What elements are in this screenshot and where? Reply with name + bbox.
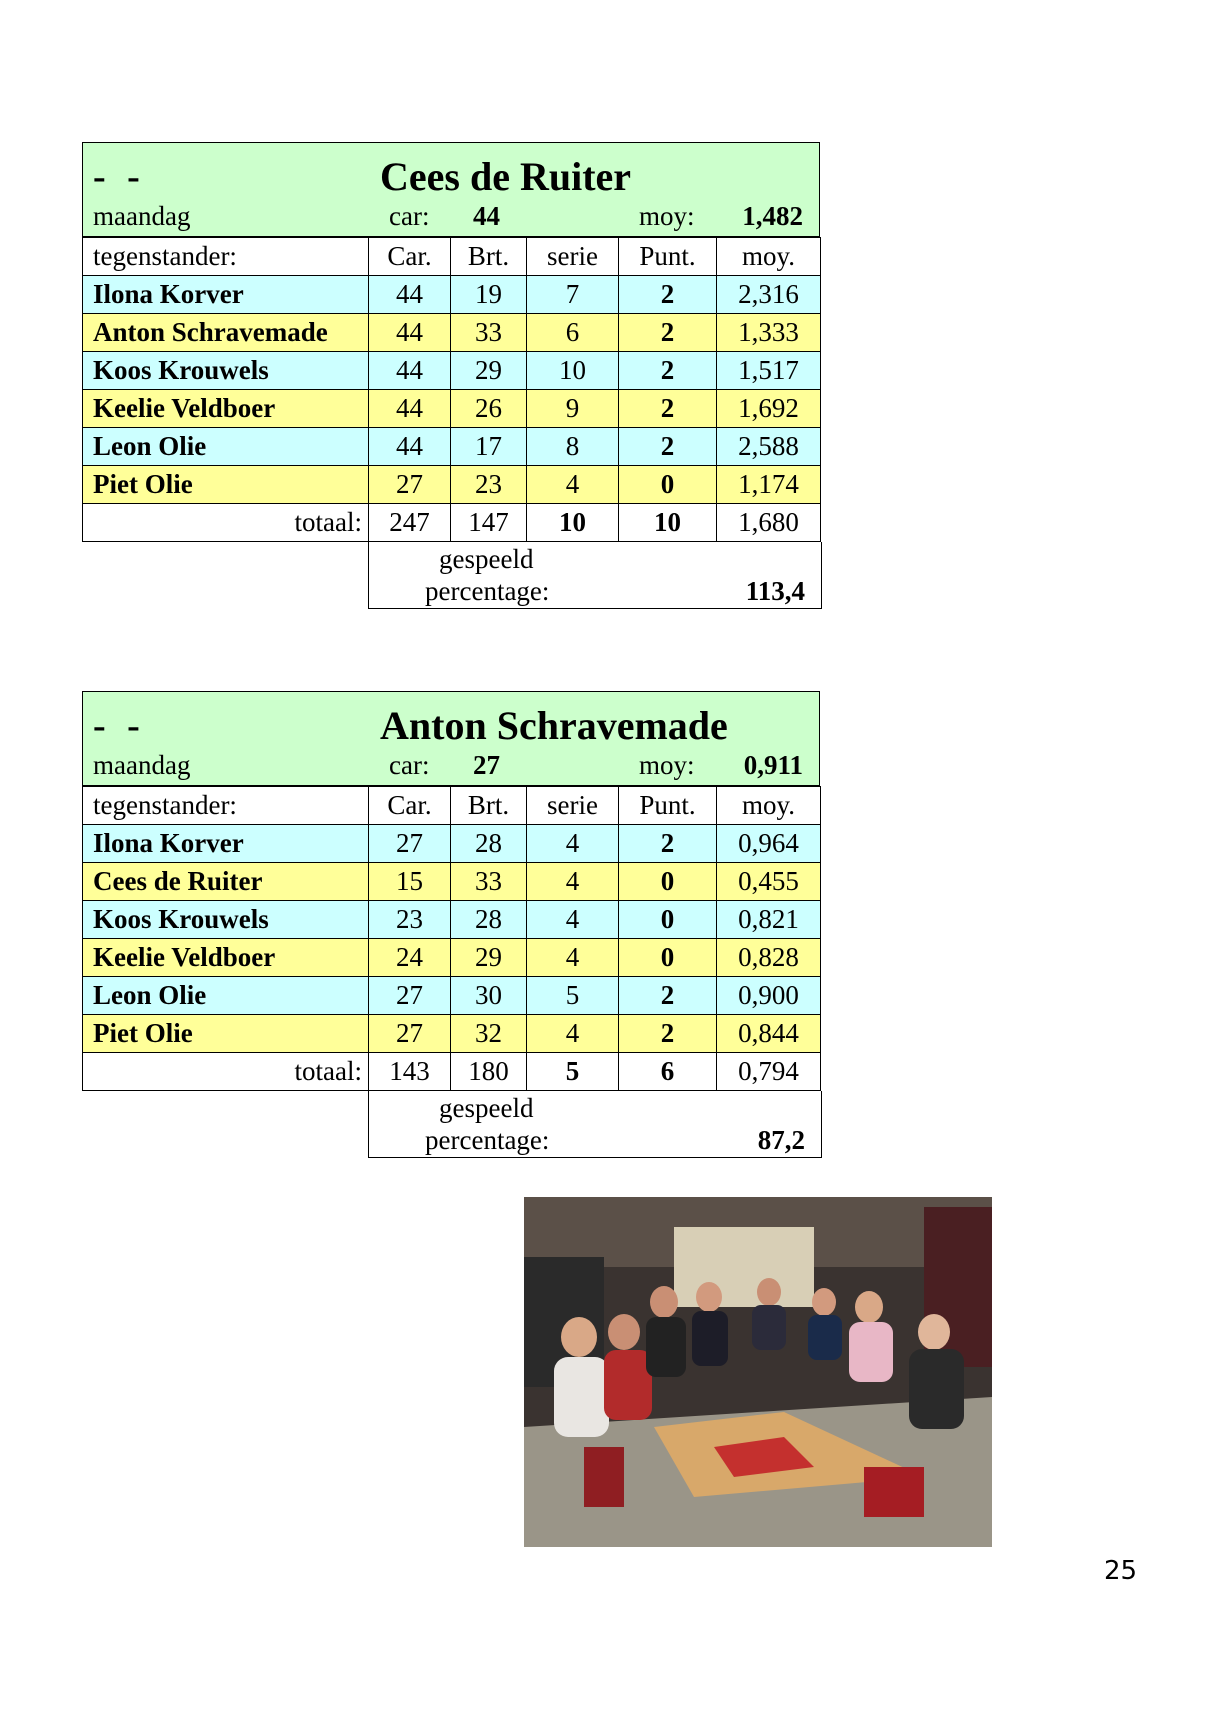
col-moy: moy. <box>717 787 821 825</box>
serie-cell: 7 <box>527 276 619 314</box>
brt-cell: 17 <box>451 428 527 466</box>
col-punt: Punt. <box>619 787 717 825</box>
opponent-name: Piet Olie <box>83 466 369 504</box>
table-row <box>83 352 821 390</box>
table-row <box>83 314 821 352</box>
column-header-row <box>83 787 821 825</box>
moy-value: 0,911 <box>743 750 803 780</box>
page-number: 25 <box>1104 1556 1138 1586</box>
table-row <box>83 1015 821 1053</box>
header-dashes: - - <box>93 705 146 747</box>
car-value: 27 <box>473 750 500 780</box>
total-car: 247 <box>369 504 451 542</box>
car-cell: 27 <box>369 825 451 863</box>
car-cell: 24 <box>369 939 451 977</box>
serie-cell: 6 <box>527 314 619 352</box>
car-cell: 27 <box>369 466 451 504</box>
column-header-row <box>83 238 821 276</box>
table-row <box>83 825 821 863</box>
punt-cell: 2 <box>619 352 717 390</box>
player-title: Anton Schravemade <box>380 703 728 748</box>
punt-cell: 2 <box>619 1015 717 1053</box>
col-moy: moy. <box>717 238 821 276</box>
car-cell: 27 <box>369 977 451 1015</box>
brt-cell: 33 <box>451 314 527 352</box>
moy-cell: 0,455 <box>717 863 821 901</box>
table-row <box>83 466 821 504</box>
serie-cell: 9 <box>527 390 619 428</box>
car-cell: 23 <box>369 901 451 939</box>
card-header <box>82 691 820 786</box>
player-card-cees-de-ruiter <box>82 142 820 609</box>
serie-cell: 4 <box>527 901 619 939</box>
punt-cell: 2 <box>619 390 717 428</box>
table-row <box>83 428 821 466</box>
brt-cell: 23 <box>451 466 527 504</box>
total-serie: 5 <box>527 1053 619 1091</box>
moy-cell: 0,964 <box>717 825 821 863</box>
col-car: Car. <box>369 238 451 276</box>
opponent-name: Anton Schravemade <box>83 314 369 352</box>
moy-cell: 0,828 <box>717 939 821 977</box>
car-value: 44 <box>473 201 500 231</box>
serie-cell: 4 <box>527 939 619 977</box>
totals-row <box>83 504 821 542</box>
moy-cell: 2,588 <box>717 428 821 466</box>
brt-cell: 32 <box>451 1015 527 1053</box>
car-cell: 44 <box>369 352 451 390</box>
col-opponent: tegenstander: <box>83 238 369 276</box>
serie-cell: 4 <box>527 863 619 901</box>
day-label: maandag <box>93 201 191 231</box>
total-punt: 6 <box>619 1053 717 1091</box>
car-cell: 27 <box>369 1015 451 1053</box>
serie-cell: 8 <box>527 428 619 466</box>
serie-cell: 5 <box>527 977 619 1015</box>
col-punt: Punt. <box>619 238 717 276</box>
opponent-name: Keelie Veldboer <box>83 939 369 977</box>
table-row <box>83 863 821 901</box>
total-brt: 180 <box>451 1053 527 1091</box>
moy-cell: 1,333 <box>717 314 821 352</box>
total-brt: 147 <box>451 504 527 542</box>
col-brt: Brt. <box>451 238 527 276</box>
totals-label: totaal: <box>83 1053 369 1091</box>
punt-cell: 2 <box>619 428 717 466</box>
car-cell: 44 <box>369 276 451 314</box>
punt-cell: 0 <box>619 939 717 977</box>
table-row <box>83 901 821 939</box>
percentage-value: 113,4 <box>745 576 805 606</box>
percentage-box <box>368 1091 822 1158</box>
opponent-name: Ilona Korver <box>83 825 369 863</box>
player-card-anton-schravemade <box>82 691 820 1158</box>
punt-cell: 2 <box>619 825 717 863</box>
opponent-name: Koos Krouwels <box>83 352 369 390</box>
moy-cell: 1,517 <box>717 352 821 390</box>
serie-cell: 4 <box>527 1015 619 1053</box>
col-serie: serie <box>527 787 619 825</box>
total-moy: 1,680 <box>717 504 821 542</box>
brt-cell: 28 <box>451 901 527 939</box>
results-table <box>82 786 821 1091</box>
percentage-value: 87,2 <box>757 1125 805 1155</box>
brt-cell: 29 <box>451 352 527 390</box>
col-car: Car. <box>369 787 451 825</box>
results-table <box>82 237 821 542</box>
moy-label: moy: <box>639 201 695 231</box>
brt-cell: 29 <box>451 939 527 977</box>
col-brt: Brt. <box>451 787 527 825</box>
total-punt: 10 <box>619 504 717 542</box>
totals-label: totaal: <box>83 504 369 542</box>
percentage-label-line2: percentage: <box>425 1125 550 1155</box>
opponent-name: Leon Olie <box>83 428 369 466</box>
brt-cell: 26 <box>451 390 527 428</box>
col-serie: serie <box>527 238 619 276</box>
opponent-name: Ilona Korver <box>83 276 369 314</box>
moy-cell: 1,174 <box>717 466 821 504</box>
table-row <box>83 939 821 977</box>
moy-cell: 0,821 <box>717 901 821 939</box>
punt-cell: 2 <box>619 314 717 352</box>
car-label: car: <box>389 201 430 231</box>
opponent-name: Cees de Ruiter <box>83 863 369 901</box>
punt-cell: 2 <box>619 276 717 314</box>
car-label: car: <box>389 750 430 780</box>
moy-cell: 1,692 <box>717 390 821 428</box>
opponent-name: Koos Krouwels <box>83 901 369 939</box>
table-row <box>83 977 821 1015</box>
car-cell: 44 <box>369 314 451 352</box>
opponent-name: Piet Olie <box>83 1015 369 1053</box>
brt-cell: 28 <box>451 825 527 863</box>
moy-cell: 0,900 <box>717 977 821 1015</box>
car-cell: 44 <box>369 390 451 428</box>
group-photo <box>524 1197 992 1547</box>
day-label: maandag <box>93 750 191 780</box>
totals-row <box>83 1053 821 1091</box>
car-cell: 15 <box>369 863 451 901</box>
percentage-label-line2: percentage: <box>425 576 550 606</box>
punt-cell: 0 <box>619 901 717 939</box>
brt-cell: 19 <box>451 276 527 314</box>
serie-cell: 10 <box>527 352 619 390</box>
group-photo-icon <box>524 1197 992 1547</box>
punt-cell: 2 <box>619 977 717 1015</box>
car-cell: 44 <box>369 428 451 466</box>
table-row <box>83 390 821 428</box>
total-moy: 0,794 <box>717 1053 821 1091</box>
moy-cell: 0,844 <box>717 1015 821 1053</box>
col-opponent: tegenstander: <box>83 787 369 825</box>
player-title: Cees de Ruiter <box>380 154 632 199</box>
punt-cell: 0 <box>619 466 717 504</box>
opponent-name: Keelie Veldboer <box>83 390 369 428</box>
punt-cell: 0 <box>619 863 717 901</box>
percentage-box <box>368 542 822 609</box>
serie-cell: 4 <box>527 466 619 504</box>
total-car: 143 <box>369 1053 451 1091</box>
header-dashes: - - <box>93 156 146 198</box>
serie-cell: 4 <box>527 825 619 863</box>
brt-cell: 33 <box>451 863 527 901</box>
moy-cell: 2,316 <box>717 276 821 314</box>
moy-label: moy: <box>639 750 695 780</box>
total-serie: 10 <box>527 504 619 542</box>
card-header <box>82 142 820 237</box>
percentage-label-line1: gespeeld <box>439 1093 534 1123</box>
moy-value: 1,482 <box>742 201 803 231</box>
percentage-label-line1: gespeeld <box>439 544 534 574</box>
brt-cell: 30 <box>451 977 527 1015</box>
opponent-name: Leon Olie <box>83 977 369 1015</box>
table-row <box>83 276 821 314</box>
